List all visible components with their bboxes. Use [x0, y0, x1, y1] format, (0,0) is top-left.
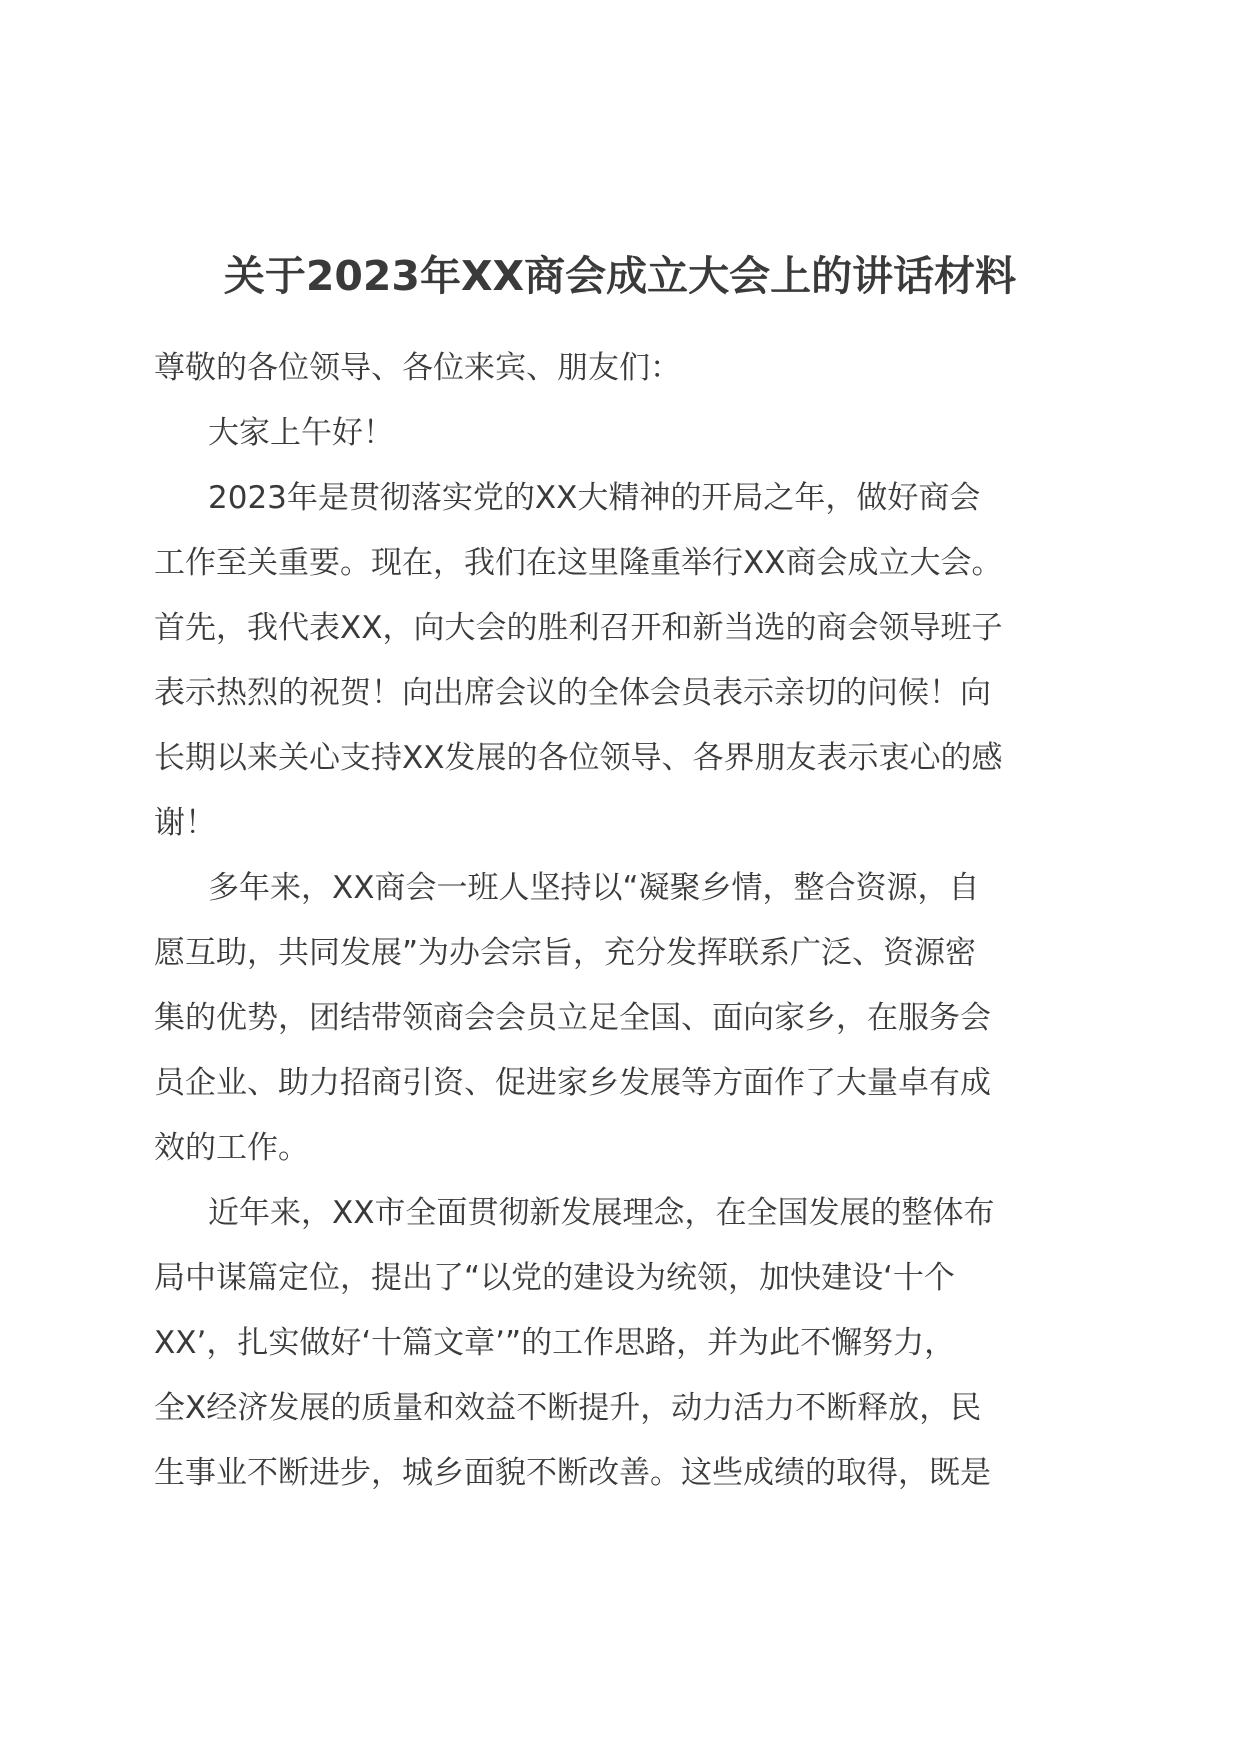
paragraph-line: 愿互助，共同发展”为办会宗旨，充分发挥联系广泛、资源密: [154, 935, 977, 971]
paragraph-line: 效的工作。: [154, 1130, 309, 1166]
paragraph-line: 谢！: [154, 805, 216, 841]
paragraph-line: 全X经济发展的质量和效益不断提升，动力活力不断释放，民: [154, 1390, 982, 1426]
paragraph-line: 近年来，XX市全面贯彻新发展理念，在全国发展的整体布: [208, 1195, 995, 1231]
paragraph-chamber-history: [154, 856, 1094, 1181]
paragraph-line: 生事业不断进步，城乡面貌不断改善。这些成绩的取得，既是: [154, 1455, 991, 1491]
paragraph-recent-years: [154, 1181, 1094, 1506]
paragraph-line: 局中谋篇定位，提出了“以党的建设为统领，加快建设‘十个: [154, 1260, 955, 1296]
paragraph-line: 首先，我代表XX，向大会的胜利召开和新当选的商会领导班子: [154, 610, 1003, 646]
salutation-line: 尊敬的各位领导、各位来宾、朋友们：: [154, 350, 681, 386]
paragraph-line: 多年来，XX商会一班人坚持以“凝聚乡情，整合资源，自: [208, 870, 980, 906]
paragraph-line: 集的优势，团结带领商会会员立足全国、面向家乡，在服务会: [154, 1000, 991, 1036]
paragraph-line: 2023年是贯彻落实党的XX大精神的开局之年，做好商会: [208, 480, 981, 516]
paragraph-line: 工作至关重要。现在，我们在这里隆重举行XX商会成立大会。: [154, 545, 1003, 581]
document-title: 关于2023年XX商会成立大会上的讲话材料: [223, 252, 1017, 300]
paragraph-line: XX’，扎实做好‘十篇文章’”的工作思路，并为此不懈努力，: [154, 1325, 956, 1361]
document-body: [154, 336, 1094, 1506]
paragraph-greeting: [154, 401, 1094, 466]
paragraph-line: 长期以来关心支持XX发展的各位领导、各界朋友表示衷心的感: [154, 740, 1003, 776]
paragraph-opening: [154, 466, 1094, 856]
paragraph-line: 员企业、助力招商引资、促进家乡发展等方面作了大量卓有成: [154, 1065, 991, 1101]
paragraph-line: 表示热烈的祝贺！向出席会议的全体会员表示亲切的问候！向: [154, 675, 991, 711]
salutation: [154, 336, 1094, 401]
paragraph-line: 大家上午好！: [208, 415, 394, 451]
